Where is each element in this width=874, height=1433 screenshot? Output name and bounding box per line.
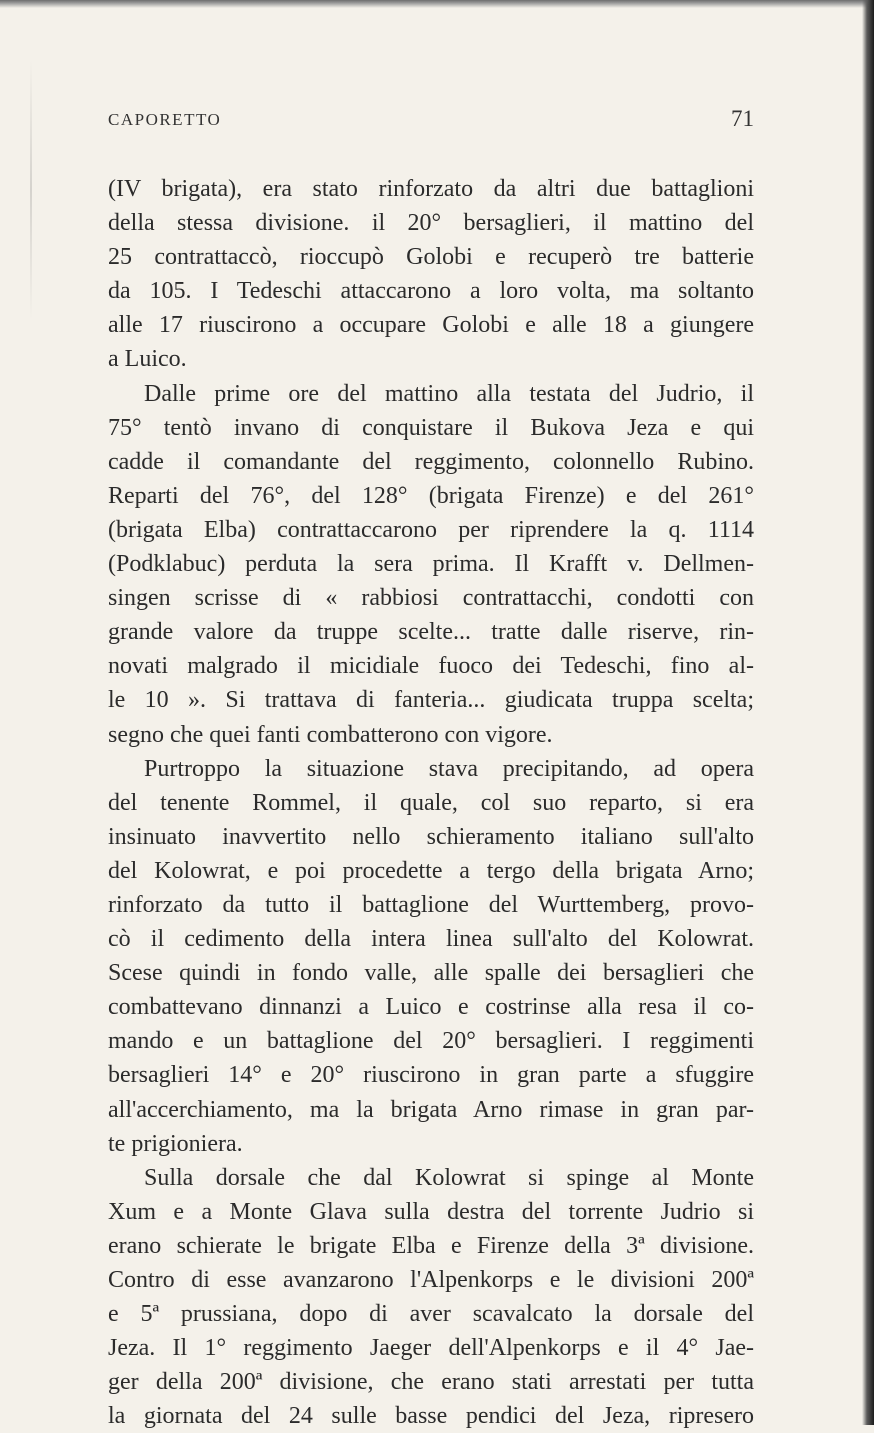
text-line: cadde il comandante del reggimento, colonnello Rubino. — [108, 448, 754, 475]
text-line: novati malgrado il micidiale fuoco dei Tedeschi, fino al- — [108, 653, 754, 680]
text-line: (brigata Elba) contrattaccarono per riprendere la q. 1114 — [108, 516, 754, 543]
text-line: rinforzato da tutto il battaglione del Wurttemberg, provo- — [108, 891, 754, 918]
text-line: singen scrisse di « rabbiosi contrattacchi, condotti con — [108, 585, 754, 612]
text-line: a Luico. — [108, 346, 187, 373]
text-line: bersaglieri 14° e 20° riuscirono in gran parte a sfuggire — [108, 1062, 754, 1089]
text-line: segno che quei fanti combatterono con vigore. — [108, 721, 553, 748]
text-line: grande valore da truppe scelte... tratte dalle riserve, rin- — [108, 619, 754, 646]
book-binding-edge — [862, 0, 874, 1425]
text-line: mando e un battaglione del 20° bersaglieri. I reggimenti — [108, 1028, 754, 1055]
running-title: CAPORETTO — [108, 110, 222, 129]
text-line: combattevano dinnanzi a Luico e costrinse alla resa il co- — [108, 994, 754, 1021]
text-line: ger della 200ª divisione, che erano stati arrestati per tutta — [108, 1369, 754, 1396]
text-line: le 10 ». Si trattava di fanteria... giudicata truppa scelta; — [108, 687, 754, 714]
text-line: Jeza. Il 1° reggimento Jaeger dell'Alpenkorps e il 4° Jae- — [108, 1335, 754, 1362]
text-line: 25 contrattaccò, rioccupò Golobi e recuperò tre batterie — [108, 244, 754, 271]
body-text — [108, 172, 754, 1433]
text-line: erano schierate le brigate Elba e Firenze della 3ª divisione. — [108, 1232, 754, 1259]
page-number: 71 — [731, 106, 754, 131]
text-line: del Kolowrat, e poi procedette a tergo della brigata Arno; — [108, 857, 754, 884]
text-line: Purtroppo la situazione stava precipitando, ad opera — [144, 755, 754, 782]
text-line: Reparti del 76°, del 128° (brigata Firenze) e del 261° — [108, 482, 754, 509]
page-header — [108, 106, 754, 136]
text-line: (Podklabuc) perduta la sera prima. Il Krafft v. Dellmen- — [108, 551, 754, 578]
page-top-edge — [0, 0, 874, 8]
text-line: e 5ª prussiana, dopo di aver scavalcato la dorsale del — [108, 1301, 754, 1328]
text-line: cò il cedimento della intera linea sull'alto del Kolowrat. — [108, 926, 754, 953]
text-line: insinuato inavvertito nello schieramento italiano sull'alto — [108, 823, 754, 850]
text-line: Dalle prime ore del mattino alla testata del Judrio, il — [144, 380, 754, 407]
text-line: del tenente Rommel, il quale, col suo reparto, si era — [108, 789, 754, 816]
text-line: alle 17 riuscirono a occupare Golobi e alle 18 a giungere — [108, 312, 754, 339]
text-line: 75° tentò invano di conquistare il Bukova Jeza e qui — [108, 414, 754, 441]
text-line: (IV brigata), era stato rinforzato da altri due battaglioni — [108, 176, 754, 202]
text-line: Scese quindi in fondo valle, alle spalle dei bersaglieri che — [108, 960, 754, 987]
text-line: della stessa divisione. il 20° bersaglieri, il mattino del — [108, 210, 754, 237]
text-line: Sulla dorsale che dal Kolowrat si spinge al Monte — [144, 1164, 754, 1191]
text-line: Xum e a Monte Glava sulla destra del torrente Judrio si — [108, 1198, 754, 1225]
text-line: da 105. I Tedeschi attaccarono a loro volta, ma soltanto — [108, 278, 754, 305]
page-fold-shadow — [30, 60, 32, 320]
text-line: te prigioniera. — [108, 1130, 243, 1157]
text-line: all'accerchiamento, ma la brigata Arno rimase in gran par- — [108, 1096, 754, 1123]
text-line: la giornata del 24 sulle basse pendici del Jeza, ripresero — [108, 1403, 754, 1430]
text-line: Contro di esse avanzarono l'Alpenkorps e le divisioni 200ª — [108, 1267, 754, 1293]
